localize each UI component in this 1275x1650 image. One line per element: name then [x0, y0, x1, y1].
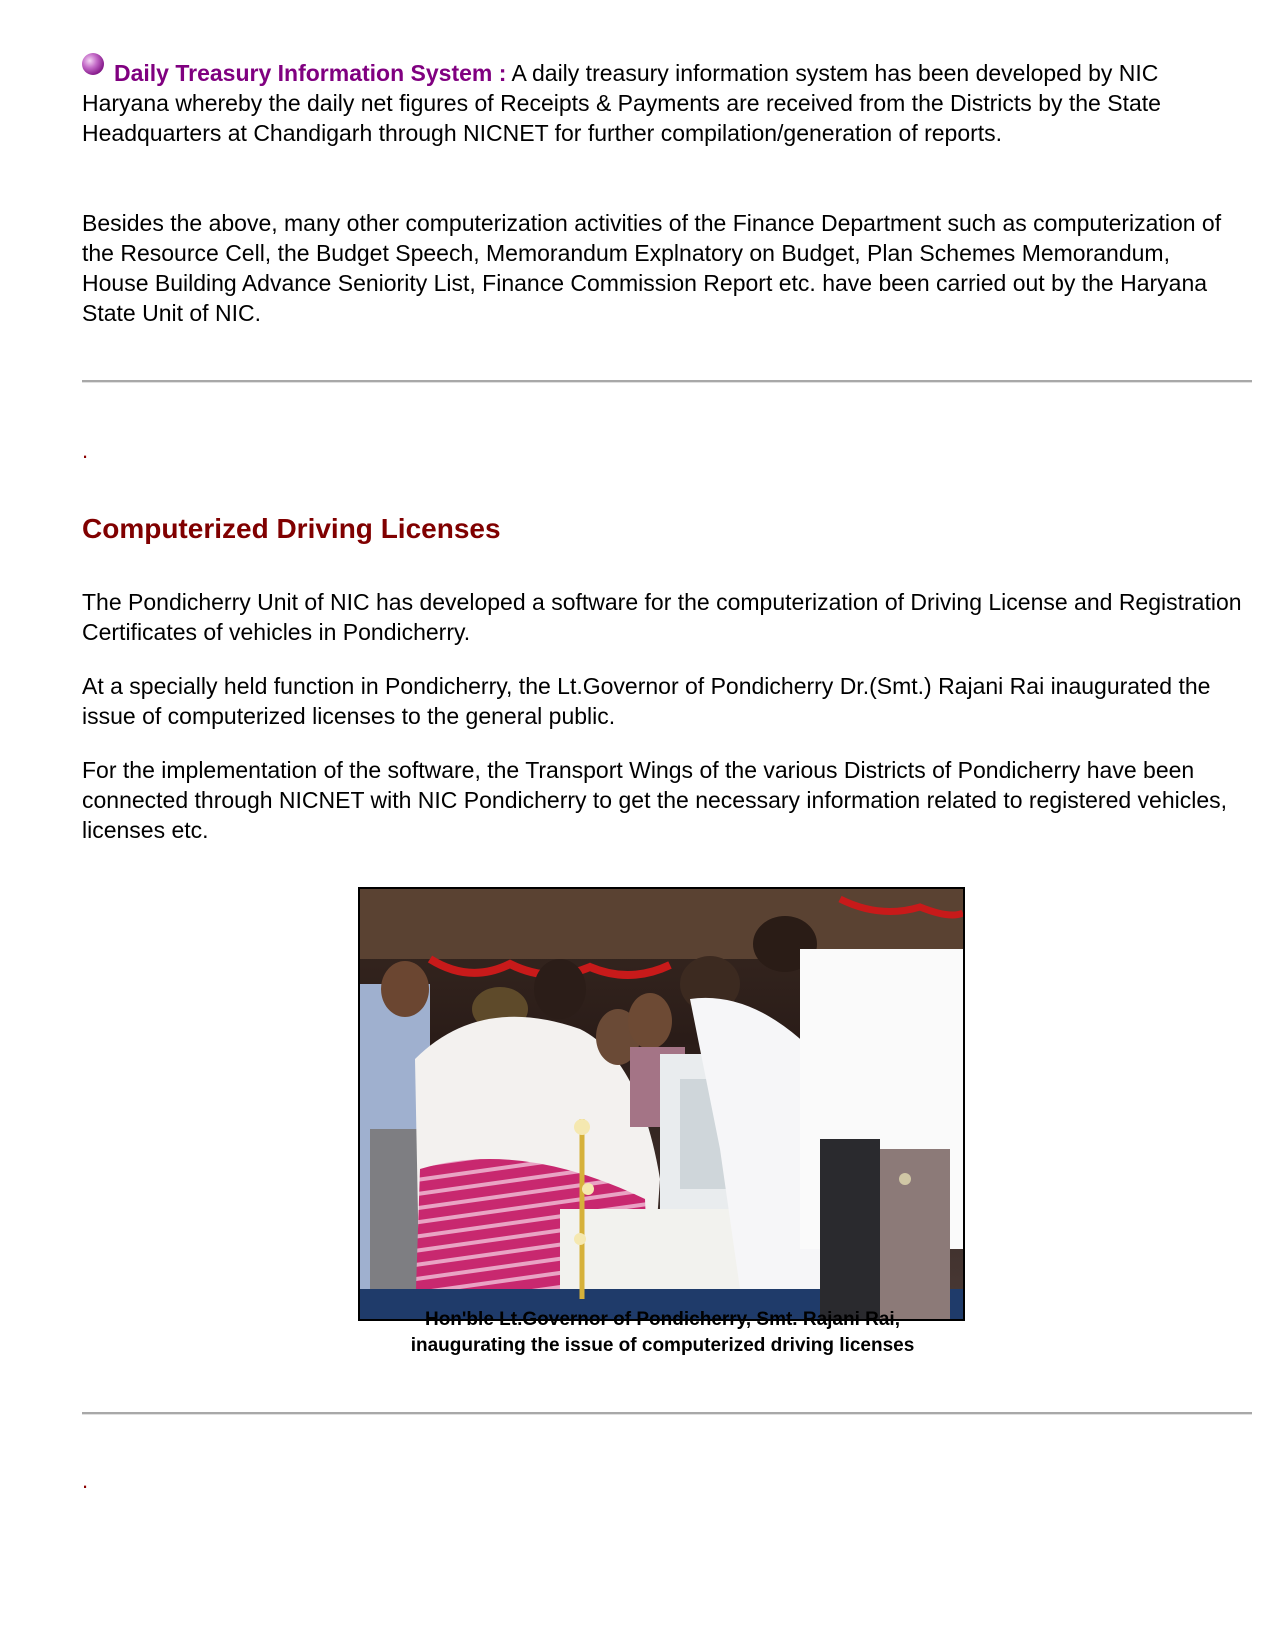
treasury-label: Daily Treasury Information System : — [114, 60, 507, 86]
photo-caption-line-2: inaugurating the issue of computerized driving licenses — [410, 1335, 915, 1356]
treasury-text: A daily treasury information system has been developed by NIC Haryana whereby the daily net figures of Receipts & Payments are received from the Districts by the State Headquarters at Chandigarh through NICNET for further compilation/generation of reports. — [82, 60, 1161, 146]
section-dot-marker-bottom: . — [82, 1468, 89, 1493]
section-dot-marker: . — [82, 438, 89, 463]
section-heading: Computerized Driving Licenses — [82, 513, 501, 544]
inauguration-photo — [358, 887, 965, 1321]
treasury-paragraph — [82, 58, 1242, 148]
driving-paragraph-1: The Pondicherry Unit of NIC has developed a software for the computerization of Driving License and Registration Certificates of vehicles in Pondicherry. — [82, 589, 1242, 645]
horizontal-rule-bottom — [82, 1412, 1252, 1415]
photo-caption-line-1: Hon'ble Lt.Governor of Pondicherry, Smt. Rajani Rai, — [424, 1309, 900, 1330]
globe-bullet-icon — [82, 53, 104, 75]
driving-paragraph-2: At a specially held function in Pondicherry, the Lt.Governor of Pondicherry Dr.(Smt.) Rajani Rai inaugurated the issue of computerized licenses to the general public. — [82, 673, 1211, 729]
besides-paragraph: Besides the above, many other computerization activities of the Finance Department such as computerization of the Resource Cell, the Budget Speech, Memorandum Explnatory on Budget, Plan Schemes Memorandum, House Building Advance Seniority List, Finance Commission Report etc. have been carried out by the Haryana State Unit of NIC. — [82, 210, 1222, 326]
horizontal-rule-top — [82, 380, 1252, 383]
driving-paragraph-3: For the implementation of the software, the Transport Wings of the various Districts of Pondicherry have been connected through NICNET with NIC Pondicherry to get the necessary information related to registered vehicles, licenses etc. — [82, 757, 1228, 843]
